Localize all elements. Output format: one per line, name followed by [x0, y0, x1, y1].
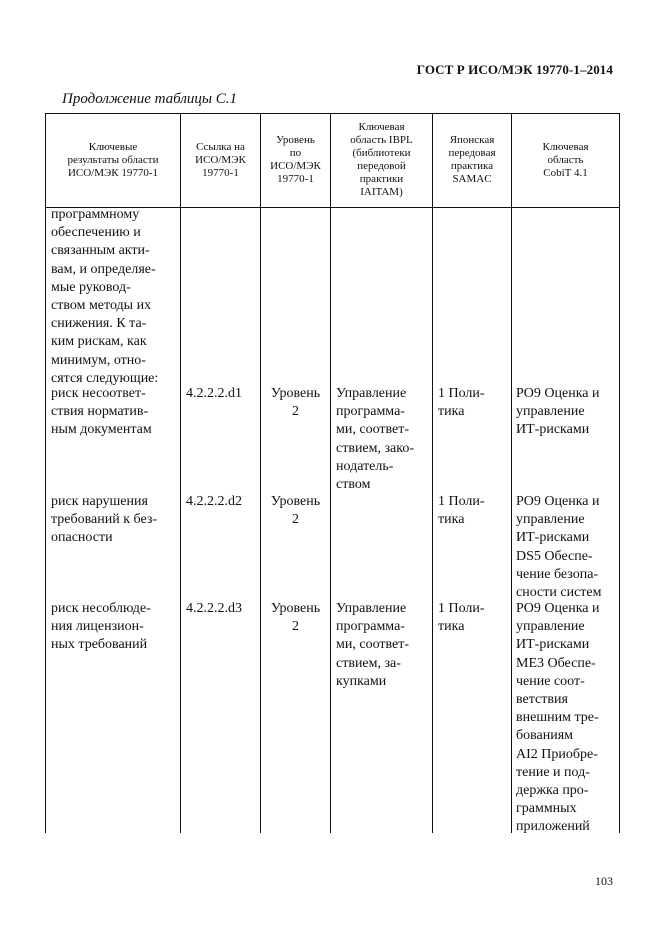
row-2-result: риск нарушения требований к без- опасности: [51, 494, 158, 546]
column-header-reference: Ссылка на ИСО/МЭК 19770-1: [195, 140, 246, 179]
page-number: 103: [595, 874, 613, 888]
column-divider: [432, 113, 433, 833]
column-header-cobit: Ключевая область CobiT 4.1: [542, 140, 589, 179]
row-1-samac: 1 Поли- тика: [438, 386, 485, 420]
row-2-cobit: PO9 Оценка и управление ИТ-рисками DS5 Обеспе- чение безопа- сности систем: [516, 494, 602, 601]
row-3-level: Уровень 2: [270, 601, 321, 635]
column-divider: [330, 113, 331, 833]
row-1-result: риск несоответ- ствия норматив- ным документам: [51, 386, 152, 438]
table-caption: Продолжение таблицы С.1: [62, 91, 238, 107]
column-divider: [180, 113, 181, 833]
column-header-level: Уровень по ИСО/МЭК 19770-1: [270, 134, 321, 185]
table: [45, 113, 620, 833]
row-1-level: Уровень 2: [270, 386, 321, 420]
row-3-cobit: PO9 Оценка и управление ИТ-рисками ME3 Обеспе- чение соот- ветствия внешним тре- бованиям AI2 Приобре- тение и под- держка про- граммных приложений: [516, 601, 600, 835]
row-2-reference: 4.2.2.2.d2: [186, 494, 242, 509]
column-header-ibpl: Ключевая область IBPL (библиотеки передовой практики IAITAM): [350, 121, 413, 198]
column-header-results: Ключевые результаты области ИСО/МЭК 19770-1: [67, 140, 159, 179]
column-divider: [260, 113, 261, 833]
row-1-reference: 4.2.2.2.d1: [186, 386, 242, 401]
row-2-level: Уровень 2: [270, 494, 321, 528]
intro-text: программному обеспечению и связанным акти- вам, и определяе- мые руковод- ством методы их снижения. К та- ким рискам, как минимум, отно- сятся следующие:: [51, 207, 159, 386]
row-1-ibpl: Управление программа- ми, соответ- ствием, зако- нодатель- ством: [336, 386, 415, 493]
row-1-cobit: PO9 Оценка и управление ИТ-рисками: [516, 386, 600, 438]
row-3-samac: 1 Поли- тика: [438, 601, 485, 635]
row-3-ibpl: Управление программа- ми, соответ- ствием, за- купками: [336, 601, 410, 689]
row-2-samac: 1 Поли- тика: [438, 494, 485, 528]
row-3-result: риск несоблюде- ния лицензион- ных требований: [51, 601, 151, 653]
column-divider: [511, 113, 512, 833]
row-3-reference: 4.2.2.2.d3: [186, 601, 242, 616]
document-standard-header: ГОСТ Р ИСО/МЭК 19770-1–2014: [416, 62, 613, 77]
column-header-samac: Японская передовая практика SAMAC: [448, 134, 496, 185]
table-border-left: [45, 113, 46, 833]
table-border-right: [619, 113, 620, 833]
